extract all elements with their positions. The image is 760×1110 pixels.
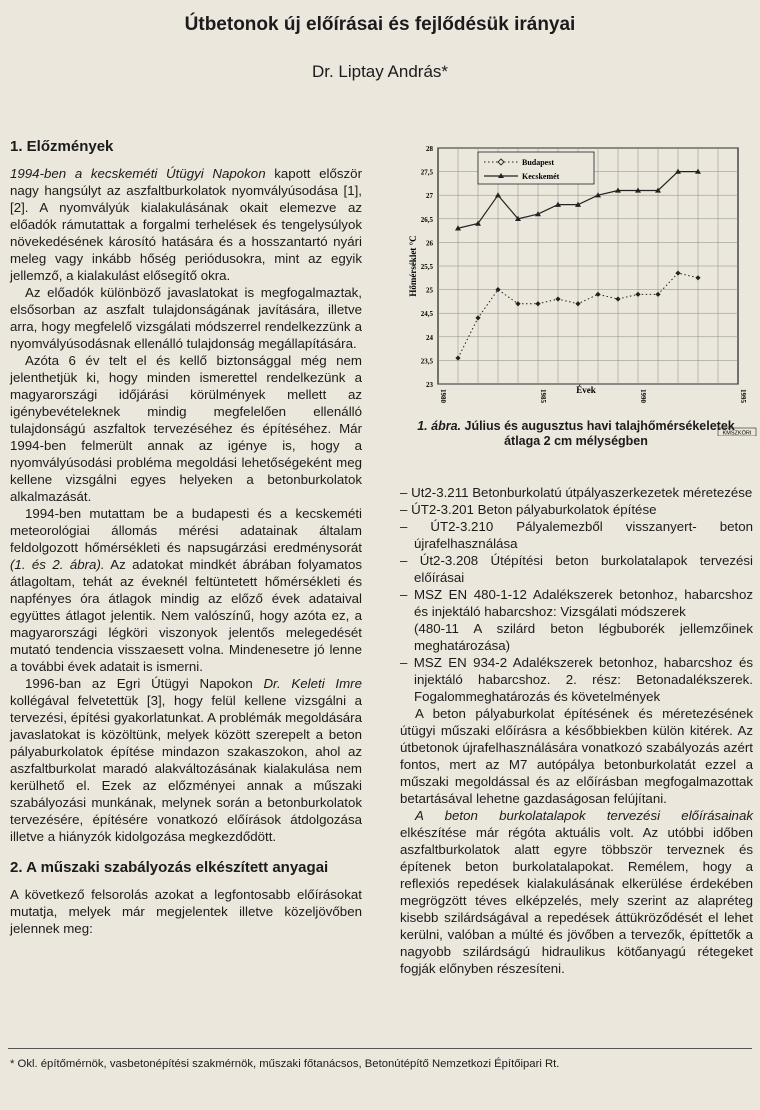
y-tick-label: 24,5 xyxy=(420,310,433,319)
text: kapott először nagy hangsúlyt az aszfaltburkolatok nyomvályúsodása [1], [2]. A nyomvályúk kialakulásának okait elemezve az előadók rámutattak a forgalmi terhelések és tengelysúlyok növekedésének károsító hatására és a hosszantartó nyári meleg vagy inkább hőség periódusokra, mint az egyik jellemző, a kialakulást elősegítő okra. xyxy=(10,166,362,283)
y-tick-label: 23,5 xyxy=(420,357,433,366)
y-axis-label: Hőmérséklet °C xyxy=(408,235,418,297)
right-column xyxy=(400,484,753,977)
data-point-budapest xyxy=(595,292,600,297)
y-tick-label: 28 xyxy=(426,145,433,153)
x-tick-label: 1990 xyxy=(639,389,647,403)
data-point-budapest xyxy=(635,292,640,297)
paragraph: A következő felsorolás azokat a legfontosabb előírásokat mutatja, melyek már megjelentek illetve közeljövőben jelennek meg: xyxy=(10,887,362,936)
y-tick-label: 27,5 xyxy=(420,168,433,177)
paragraph xyxy=(10,675,362,845)
data-point-budapest xyxy=(455,355,460,360)
text: kollégával felvetettük [3], hogy felül kellene vizsgálni a tervezési, építési gyakorlatunkat. A problémák megoldására javaslatokat is közöltünk, melyek között szerepelt a beton pályaburkolatok építése mindazon szakaszokon, ahol az aszfaltburkolat maradó alakváltozásának kialakulása nem kerülhető el. Ezek az előzményei annak a műszaki szabályozási munkának, melynek során a betonburkolatok tervezésére, építésére vonatkozó előírások átdolgozása illetve a hiányzók kidolgozása megkezdődött. xyxy=(10,693,362,844)
caption-text: Július és augusztus havi talajhőmérsékeletek átlaga 2 cm mélységben xyxy=(461,419,735,448)
list-item: – ÚT2-3.201 Beton pályaburkolatok építése xyxy=(400,502,657,517)
section2-heading: 2. A műszaki szabályozás elkészített anyagai xyxy=(10,859,329,876)
x-tick-label: 1985 xyxy=(539,389,547,403)
list-item: – ÚT2-3.210 Pályalemezből visszanyert- beton újrafelhasználása xyxy=(400,519,753,551)
text: Az adatokat mindkét ábrában folyamatos átlagoltam, tehát az éveknél feltüntetett hőmérsékleti és napfényes óra átlagok mindig az előző évek adataival együttes átlagot jelentik. Nem valószínű, hogy azóta ez, a magyarországi légköri viszonyok jelentős melegedését mutató tendencia visszaesett volna. Mindenesetre jó lenne a további évek adatait is ismerni. xyxy=(10,557,363,674)
list-item-continuation: (480-11 A szilárd beton légbuborék jellemzőinek meghatározása) xyxy=(414,621,753,653)
x-tick-label: 1995 xyxy=(739,389,747,403)
y-tick-label: 27 xyxy=(426,192,433,201)
paragraph xyxy=(10,505,362,675)
y-tick-labels xyxy=(421,145,434,389)
data-point-budapest xyxy=(575,301,580,306)
legend-label-kecskemet: Kecskemét xyxy=(522,172,560,181)
left-column xyxy=(10,138,362,937)
footnote-divider xyxy=(8,1048,752,1049)
author-name: Dr. Liptay András* xyxy=(311,62,449,81)
y-tick-label: 24 xyxy=(426,333,433,342)
list-item: – MSZ EN 934-2 Adalékszerek betonhoz, habarcshoz és injektáló habarcshoz. 2. rész: Betonadalékszerek. Fogalommeghatározás és követelmények xyxy=(400,655,753,704)
paragraph: Azóta 6 év telt el és kellő biztonsággal még nem jelenthetjük ki, hogy minden ismerettel rendelkezünk a magyarországi időjárási körülmények mellett az igénybevételeknek mindig megfelelően ellenálló tulajdonságú aszfaltok tervezéséhez és építéséhez. Már 1994-ben felmerült annak az igénye is, hogy a nyomvályúsodási probléma megoldási lehetőségeként meg kellene vizsgálni egyes helyeken a betonburkolatok alkalmazását. xyxy=(10,353,362,504)
figure-caption xyxy=(400,419,752,449)
data-point-budapest xyxy=(555,296,560,301)
text: 1996-ban az Egri Útügyi Napokon xyxy=(25,676,264,691)
paragraph: A beton pályaburkolat építésének és méretezésének útügyi műszaki előírásra a későbbiekben külön kitérek. Az útbetonok újrafelhasználására vonatkozó szabályozás azért fontos, mert az M7 autópálya betonburkolatát ezzel a műszaki megoldással és az előírásban megfogalmazottak betartásával lehetne gazdaságosan felújítani. xyxy=(400,706,753,806)
data-point-budapest xyxy=(475,315,480,320)
footnote: * Okl. építőmérnök, vasbetonépítési szakmérnök, műszaki főtanácsos, Betonútépítő Nemzetkozi Építőipari Rt. xyxy=(10,1058,560,1070)
legend-label-budapest: Budapest xyxy=(522,158,555,167)
list-item: – Ut2-3.211 Betonburkolatú útpályaszerkezetek méretezése xyxy=(400,485,753,500)
y-tick-label: 25,5 xyxy=(420,263,433,271)
figure-1 xyxy=(396,136,758,466)
x-axis-label: Évek xyxy=(576,385,596,395)
y-tick-label: 26 xyxy=(426,239,433,248)
data-point-budapest xyxy=(615,296,620,301)
stamp-text: KMSZKÖRI xyxy=(722,430,752,436)
italic-text: Dr. Keleti Imre xyxy=(263,676,362,691)
data-point-budapest xyxy=(675,270,680,275)
data-point-budapest xyxy=(535,301,540,306)
list-item: – MSZ EN 480-1-12 Adalékszerek betonhoz, habarcshoz és injektáló habarcshoz: Vizsgálati módszerek xyxy=(400,587,753,619)
paper-title: Útbetonok új előírásai és fejlődésük irányai xyxy=(184,14,576,35)
y-tick-label: 26,5 xyxy=(420,215,433,224)
x-tick-label: 1980 xyxy=(439,389,447,403)
data-point-budapest xyxy=(695,275,700,280)
chart-legend xyxy=(478,152,594,184)
data-point-budapest xyxy=(655,292,660,297)
italic-text: (1. és 2. ábra). xyxy=(10,557,105,572)
y-tick-label: 25 xyxy=(426,286,433,295)
temperature-chart xyxy=(396,136,758,436)
text: elkészítése már régóta aktuális volt. Az utóbbi időben aszfaltburkolatok alatt egyre többször terveznek és építenek beton burkolatalapokat. Remélem, hogy a reflexiós repedések kialakulásának elkerülése érdekében megrögzött téves elképzelés, mely szerint az alapréteg kisebb szilárdságával a repedések áttükröződését el lehet kerülni, valóban a múlté és jövőben a tervezők, építtetők a nagyobb szilárdságú hidraulikus kötőanyagú rétegeket fogják előnyben részesíteni. xyxy=(400,825,753,976)
list-item: – Út2-3.208 Útépítési beton burkolatalapok tervezési előírásai xyxy=(400,553,753,585)
y-tick-label: 23 xyxy=(426,381,433,389)
section1-heading: 1. Előzmények xyxy=(10,138,114,155)
caption-label: 1. ábra. xyxy=(417,419,462,433)
text: 1994-ben mutattam be a budapesti és a kecskeméti meteorológiai állomás mérési adatainak általam feldolgozott hőmérsékleti és napsugárzási eredménysorát xyxy=(10,506,362,555)
paragraph xyxy=(10,165,362,284)
paragraph: Az előadók különböző javaslatokat is megfogalmaztak, elsősorban az aszfalt tulajdonságának javítására, illetve arra, hogy megfelelő vizsgálati módszerrel rendelkezzünk a nyomvályúsodásnak ellenálló tulajdonság megállapítására. xyxy=(10,285,362,351)
paragraph xyxy=(400,807,753,977)
italic-text: 1994-ben a kecskeméti Útügyi Napokon xyxy=(10,166,266,181)
data-point-kecskemet xyxy=(495,192,501,197)
italic-text: A beton burkolatalapok tervezési előírásainak xyxy=(415,808,753,823)
